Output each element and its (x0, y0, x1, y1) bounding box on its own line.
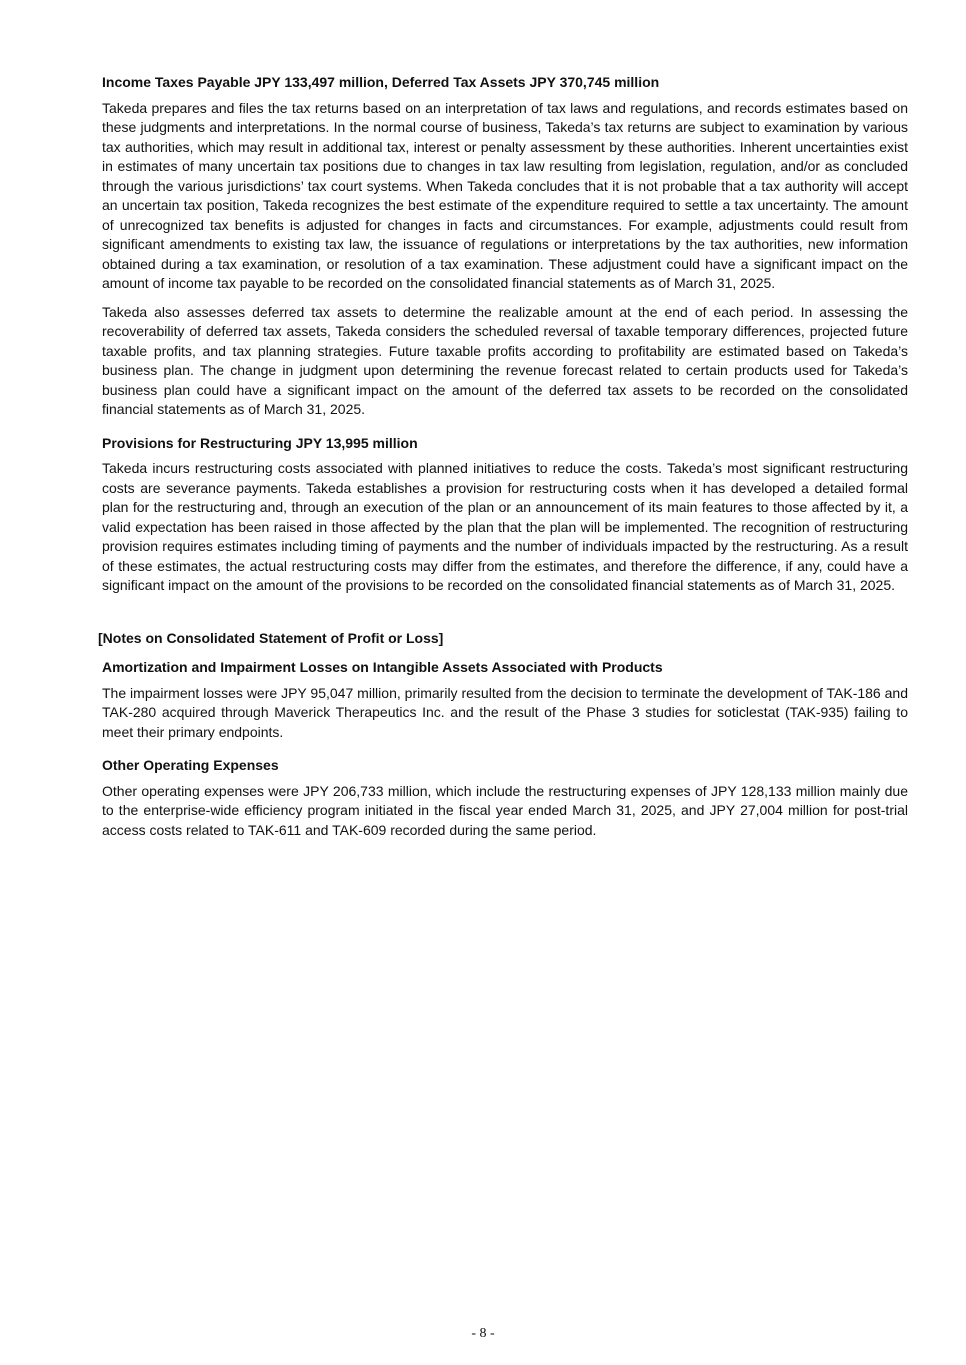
income-taxes-paragraph-1: Takeda prepares and files the tax returns based on an interpretation of tax laws and regulations, and records estimates based on these judgments and interpretations. In the normal course of business, Takeda’s tax returns are subject to examination by various tax authorities, which may result in additional tax, interest or penalty assessment by these authorities. Inherent uncertainties exist in estimates of many uncertain tax positions due to changes in tax law resulting from legislation, regulation, and/or as concluded through the various jurisdictions’ tax court systems. When Takeda concludes that it is not probable that a tax authority will accept an uncertain tax position, Takeda recognizes the best estimate of the expenditure required to settle a tax uncertainty. The amount of unrecognized tax benefits is adjusted for changes in facts and circumstances. For example, adjustments could result from significant amendments to existing tax law, the issuance of regulations or interpretations by the tax authorities, new information obtained during a tax examination, or resolution of a tax examination. These adjustment could have a significant impact on the amount of income tax payable to be recorded on the consolidated financial statements as of March 31, 2025. (102, 99, 908, 291)
other-expenses-paragraph: Other operating expenses were JPY 206,733 million, which include the restructuring expenses of JPY 128,133 million mainly due to the enterprise-wide efficiency program initiated in the fiscal year ended March 31, 2025, and JPY 27,004 million for post-trial access costs related to TAK-611 and TAK-609 recorded during the same period. (102, 782, 908, 838)
page-number: - 8 - (471, 1326, 495, 1341)
amortization-heading: Amortization and Impairment Losses on Intangible Assets Associated with Products (102, 659, 663, 675)
restructuring-heading: Provisions for Restructuring JPY 13,995 million (102, 434, 418, 451)
income-taxes-heading: Income Taxes Payable JPY 133,497 million, Deferred Tax Assets JPY 370,745 million (102, 74, 660, 90)
restructuring-paragraph: Takeda incurs restructuring costs associated with planned initiatives to reduce the costs. Takeda’s most significant restructuring costs are severance payments. Takeda establishes a provision for restructuring costs when it has developed a detailed formal plan for the restructuring and, through an execution of the plan or an announcement of its main features to those affected by it, a valid expectation has been raised in those affected by the plan that the plan will be implemented. The recognition of restructuring provision requires estimates including timing of payments and the number of individuals impacted by the restructuring. As a result of these estimates, the actual restructuring costs may differ from the estimates, and therefore the difference, if any, could have a significant impact on the amount of the provisions to be recorded on the consolidated financial statements as of March 31, 2025. (102, 460, 908, 593)
document-body (98, 73, 908, 849)
income-taxes-paragraph-2: Takeda also assesses deferred tax assets to determine the realizable amount at the end of each period. In assessing the recoverability of deferred tax assets, Takeda considers the scheduled reversal of taxable temporary differences, projected future taxable profits, and tax planning strategies. Future taxable profits according to profitability are estimated based on Takeda’s business plan. The change in judgment upon determining the revenue forecast related to certain products used for Takeda’s business plan could have a significant impact on the amount of the deferred tax assets to be recorded on the consolidated financial statements as of March 31, 2025. (102, 303, 908, 417)
section-spacer (102, 605, 908, 629)
other-expenses-heading: Other Operating Expenses (102, 757, 279, 773)
notes-section-title: [Notes on Consolidated Statement of Profit or Loss] (98, 629, 444, 646)
amortization-paragraph: The impairment losses were JPY 95,047 million, primarily resulted from the decision to terminate the development of TAK-186 and TAK-280 acquired through Maverick Therapeutics Inc. and the result of the Phase 3 studies for soticlestat (TAK-935) failing to meet their primary endpoints. (102, 684, 908, 740)
